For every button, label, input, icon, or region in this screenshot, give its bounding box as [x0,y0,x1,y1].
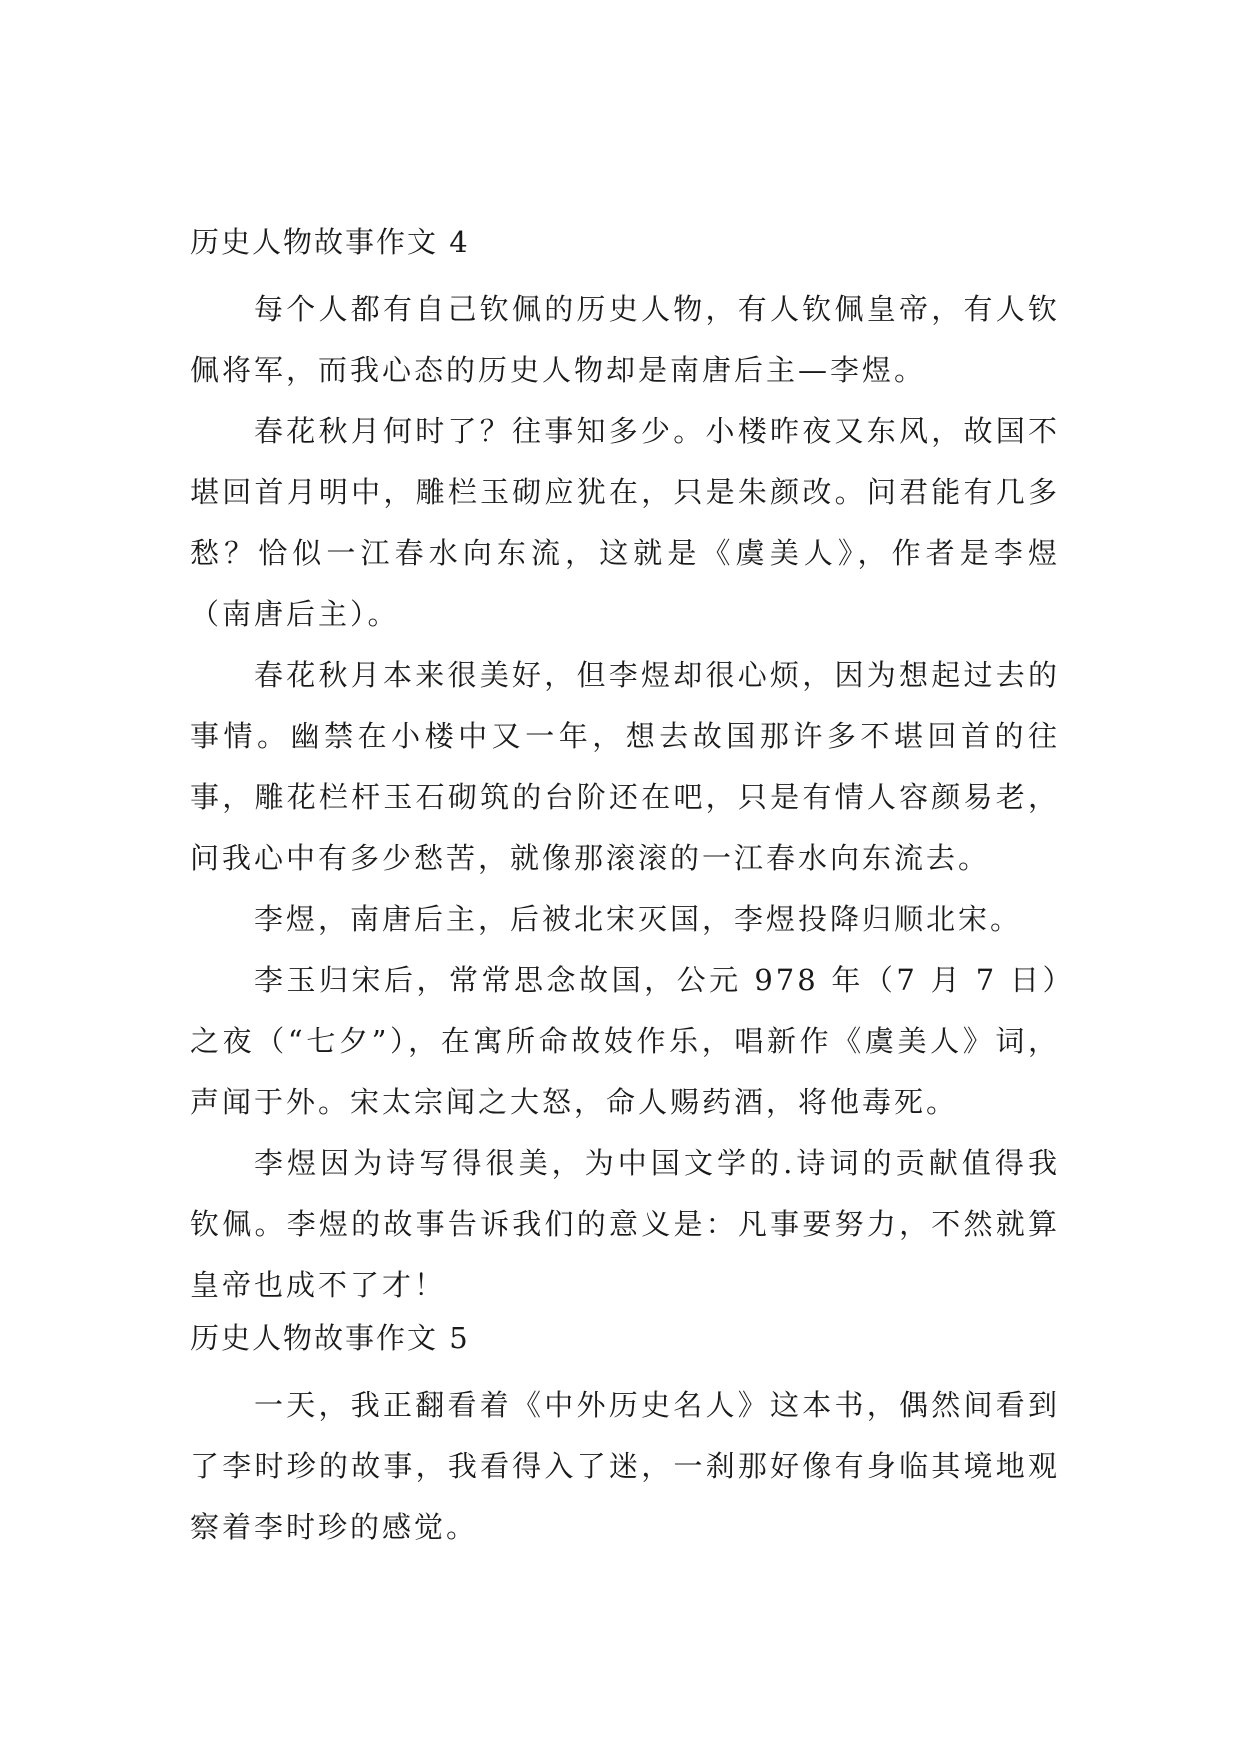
paragraph: 春花秋月何时了？往事知多少。小楼昨夜又东风，故国不堪回首月明中，雕栏玉砌应犹在，只是朱颜改。问君能有几多愁？恰似一江春水向东流，这就是《虞美人》，作者是李煜（南唐后主）。 [190,414,1060,631]
essay-section-4 [190,222,1060,1316]
paragraph: 李煜，南唐后主，后被北宋灭国，李煜投降归顺北宋。 [254,902,1023,936]
paragraph: 李煜因为诗写得很美，为中国文学的.诗词的贡献值得我钦佩。李煜的故事告诉我们的意义是：凡事要努力，不然就算皇帝也成不了才！ [190,1146,1060,1302]
paragraph: 每个人都有自己钦佩的历史人物，有人钦佩皇帝，有人钦佩将军，而我心态的历史人物却是南唐后主—李煜。 [190,292,1060,387]
section-title: 历史人物故事作文 5 [190,1321,470,1355]
paragraph: 春花秋月本来很美好，但李煜却很心烦，因为想起过去的事情。幽禁在小楼中又一年，想去故国那许多不堪回首的往事，雕花栏杆玉石砌筑的台阶还在吧，只是有情人容颜易老，问我心中有多少愁苦，就像那滚滚的一江春水向东流去。 [190,658,1060,875]
essay-section-5 [190,1318,1060,1558]
paragraph: 一天，我正翻看着《中外历史名人》这本书，偶然间看到了李时珍的故事，我看得入了迷，一刹那好像有身临其境地观察着李时珍的感觉。 [190,1388,1060,1544]
section-title: 历史人物故事作文 4 [190,225,470,259]
paragraph: 李玉归宋后，常常思念故国，公元 978 年（7 月 7 日）之夜（“七夕”），在寓所命故妓作乐，唱新作《虞美人》词，声闻于外。宋太宗闻之大怒，命人赐药酒，将他毒死。 [190,963,1060,1119]
